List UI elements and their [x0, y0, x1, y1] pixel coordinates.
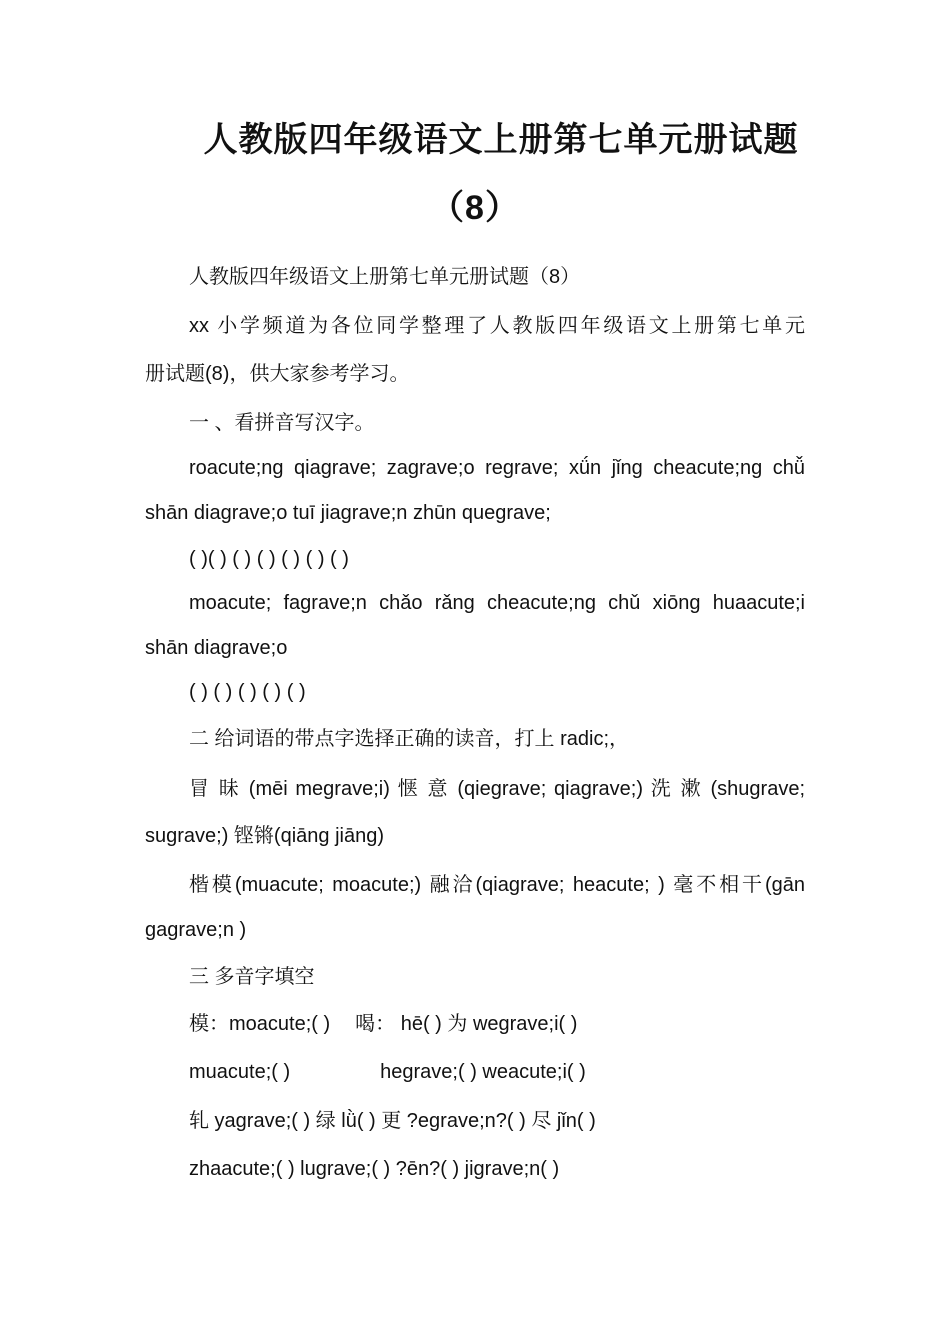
q2-line2: [189, 871, 805, 899]
q3-row2: [189, 1058, 586, 1086]
q2-item-xishu: 洗 漱 (shugrave;: [650, 778, 806, 800]
q3-row2-part2: hegrave;( ) weacute;i( ): [380, 1061, 586, 1083]
q2-item-kaimo: 楷模(muacute; moacute;): [189, 874, 422, 896]
section1-heading: 一 、看拼音写汉字。: [189, 412, 375, 434]
pinyin-row2-line2: shān diagrave;o: [145, 637, 288, 659]
pinyin-row1-line1: roacute;ng qiagrave; zagrave;o regrave; xǘn jǐng cheacute;ng chǚ: [189, 457, 805, 479]
q2-line1: [189, 775, 805, 803]
intro-paragraph-line2: 册试题(8)，供大家参考学习。: [145, 363, 410, 385]
q3-row2-part1: muacute;( ): [189, 1061, 291, 1083]
q3-row3: 轧 yagrave;( ) 绿 lǜ( ) 更 ?egrave;n?( ) 尽 jǐn( ): [189, 1110, 596, 1132]
q3-row4: zhaacute;( ) lugrave;( ) ?ēn?( ) jigrave;n( ): [189, 1158, 560, 1180]
q2-line1-continued: sugrave;) 铿锵(qiāng jiāng): [145, 825, 384, 847]
q3-row1-part2: 喝： hē( ) 为 wegrave;i( ): [355, 1013, 578, 1035]
q2-item-haobuxianggan: 毫不相干(gān: [673, 874, 805, 896]
subtitle-paragraph: 人教版四年级语文上册第七单元册试题（8）: [189, 266, 581, 288]
q2-item-maomei: 冒 昧 (mēi megrave;i): [189, 778, 390, 800]
q2-line2-continued: gagrave;n ): [145, 919, 247, 941]
q3-row1: [189, 1010, 577, 1038]
intro-paragraph-line1: xx 小学频道为各位同学整理了人教版四年级语文上册第七单元: [189, 315, 805, 337]
q2-item-qieyi: 惬 意 (qiegrave; qiagrave;): [397, 778, 643, 800]
pinyin-row1-line2: shān diagrave;o tuī jiagrave;n zhūn quegrave;: [145, 502, 551, 524]
answer-brackets-row1: ( )( ) ( ) ( ) ( ) ( ) ( ): [189, 548, 349, 570]
q2-item-rongqia: 融洽(qiagrave; heacute; ): [429, 874, 665, 896]
section3-heading: 三 多音字填空: [189, 966, 315, 988]
document-title-line1: 人教版四年级语文上册第七单元册试题: [203, 121, 799, 159]
document-title-line2: （8）: [430, 189, 520, 227]
q3-row1-part1: 模：moacute;( ): [189, 1013, 331, 1035]
pinyin-row2-line1: moacute; fagrave;n chǎo rǎng cheacute;ng chǔ xiōng huaacute;i: [189, 592, 805, 614]
answer-brackets-row2: ( ) ( ) ( ) ( ) ( ): [189, 681, 306, 703]
section2-heading: 二 给词语的带点字选择正确的读音，打上 radic;，: [189, 728, 630, 750]
